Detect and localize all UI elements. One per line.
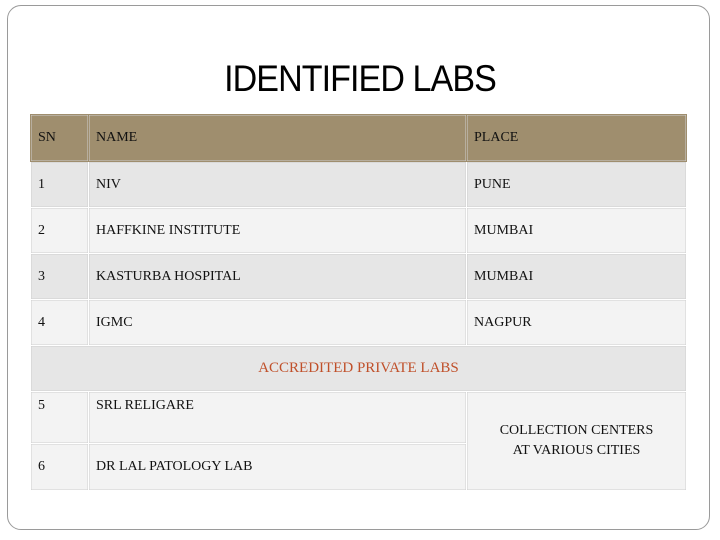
cell-sn: 3 [31, 254, 89, 300]
cell-name: KASTURBA HOSPITAL [89, 254, 467, 300]
header-place: PLACE [467, 115, 687, 162]
cell-sn: 5 [31, 392, 89, 444]
table-row [31, 300, 687, 346]
cell-name: HAFFKINE INSTITUTE [89, 208, 467, 254]
page-title: IDENTIFIED LABS [224, 58, 496, 99]
table-row [31, 208, 687, 254]
cell-place: NAGPUR [467, 300, 687, 346]
cell-place: MUMBAI [467, 208, 687, 254]
cell-sn: 4 [31, 300, 89, 346]
cell-place: MUMBAI [467, 254, 687, 300]
cell-sn: 6 [31, 444, 89, 491]
cell-sn: 1 [31, 162, 89, 208]
cell-name: IGMC [89, 300, 467, 346]
cell-sn: 2 [31, 208, 89, 254]
table-row [31, 162, 687, 208]
cell-place: PUNE [467, 162, 687, 208]
header-name: NAME [89, 115, 467, 162]
collection-note [467, 392, 687, 491]
collection-note-line2: AT VARIOUS CITIES [512, 443, 641, 458]
cell-name: NIV [89, 162, 467, 208]
section-row [31, 346, 687, 392]
section-label: ACCREDITED PRIVATE LABS [31, 346, 687, 392]
table-header-row [31, 115, 687, 162]
cell-name: SRL RELIGARE [89, 392, 467, 444]
table-row [31, 392, 687, 444]
collection-note-line1: COLLECTION CENTERS [499, 423, 654, 438]
cell-name: DR LAL PATOLOGY LAB [89, 444, 467, 491]
table-row [31, 254, 687, 300]
labs-table [30, 114, 687, 491]
header-sn: SN [31, 115, 89, 162]
